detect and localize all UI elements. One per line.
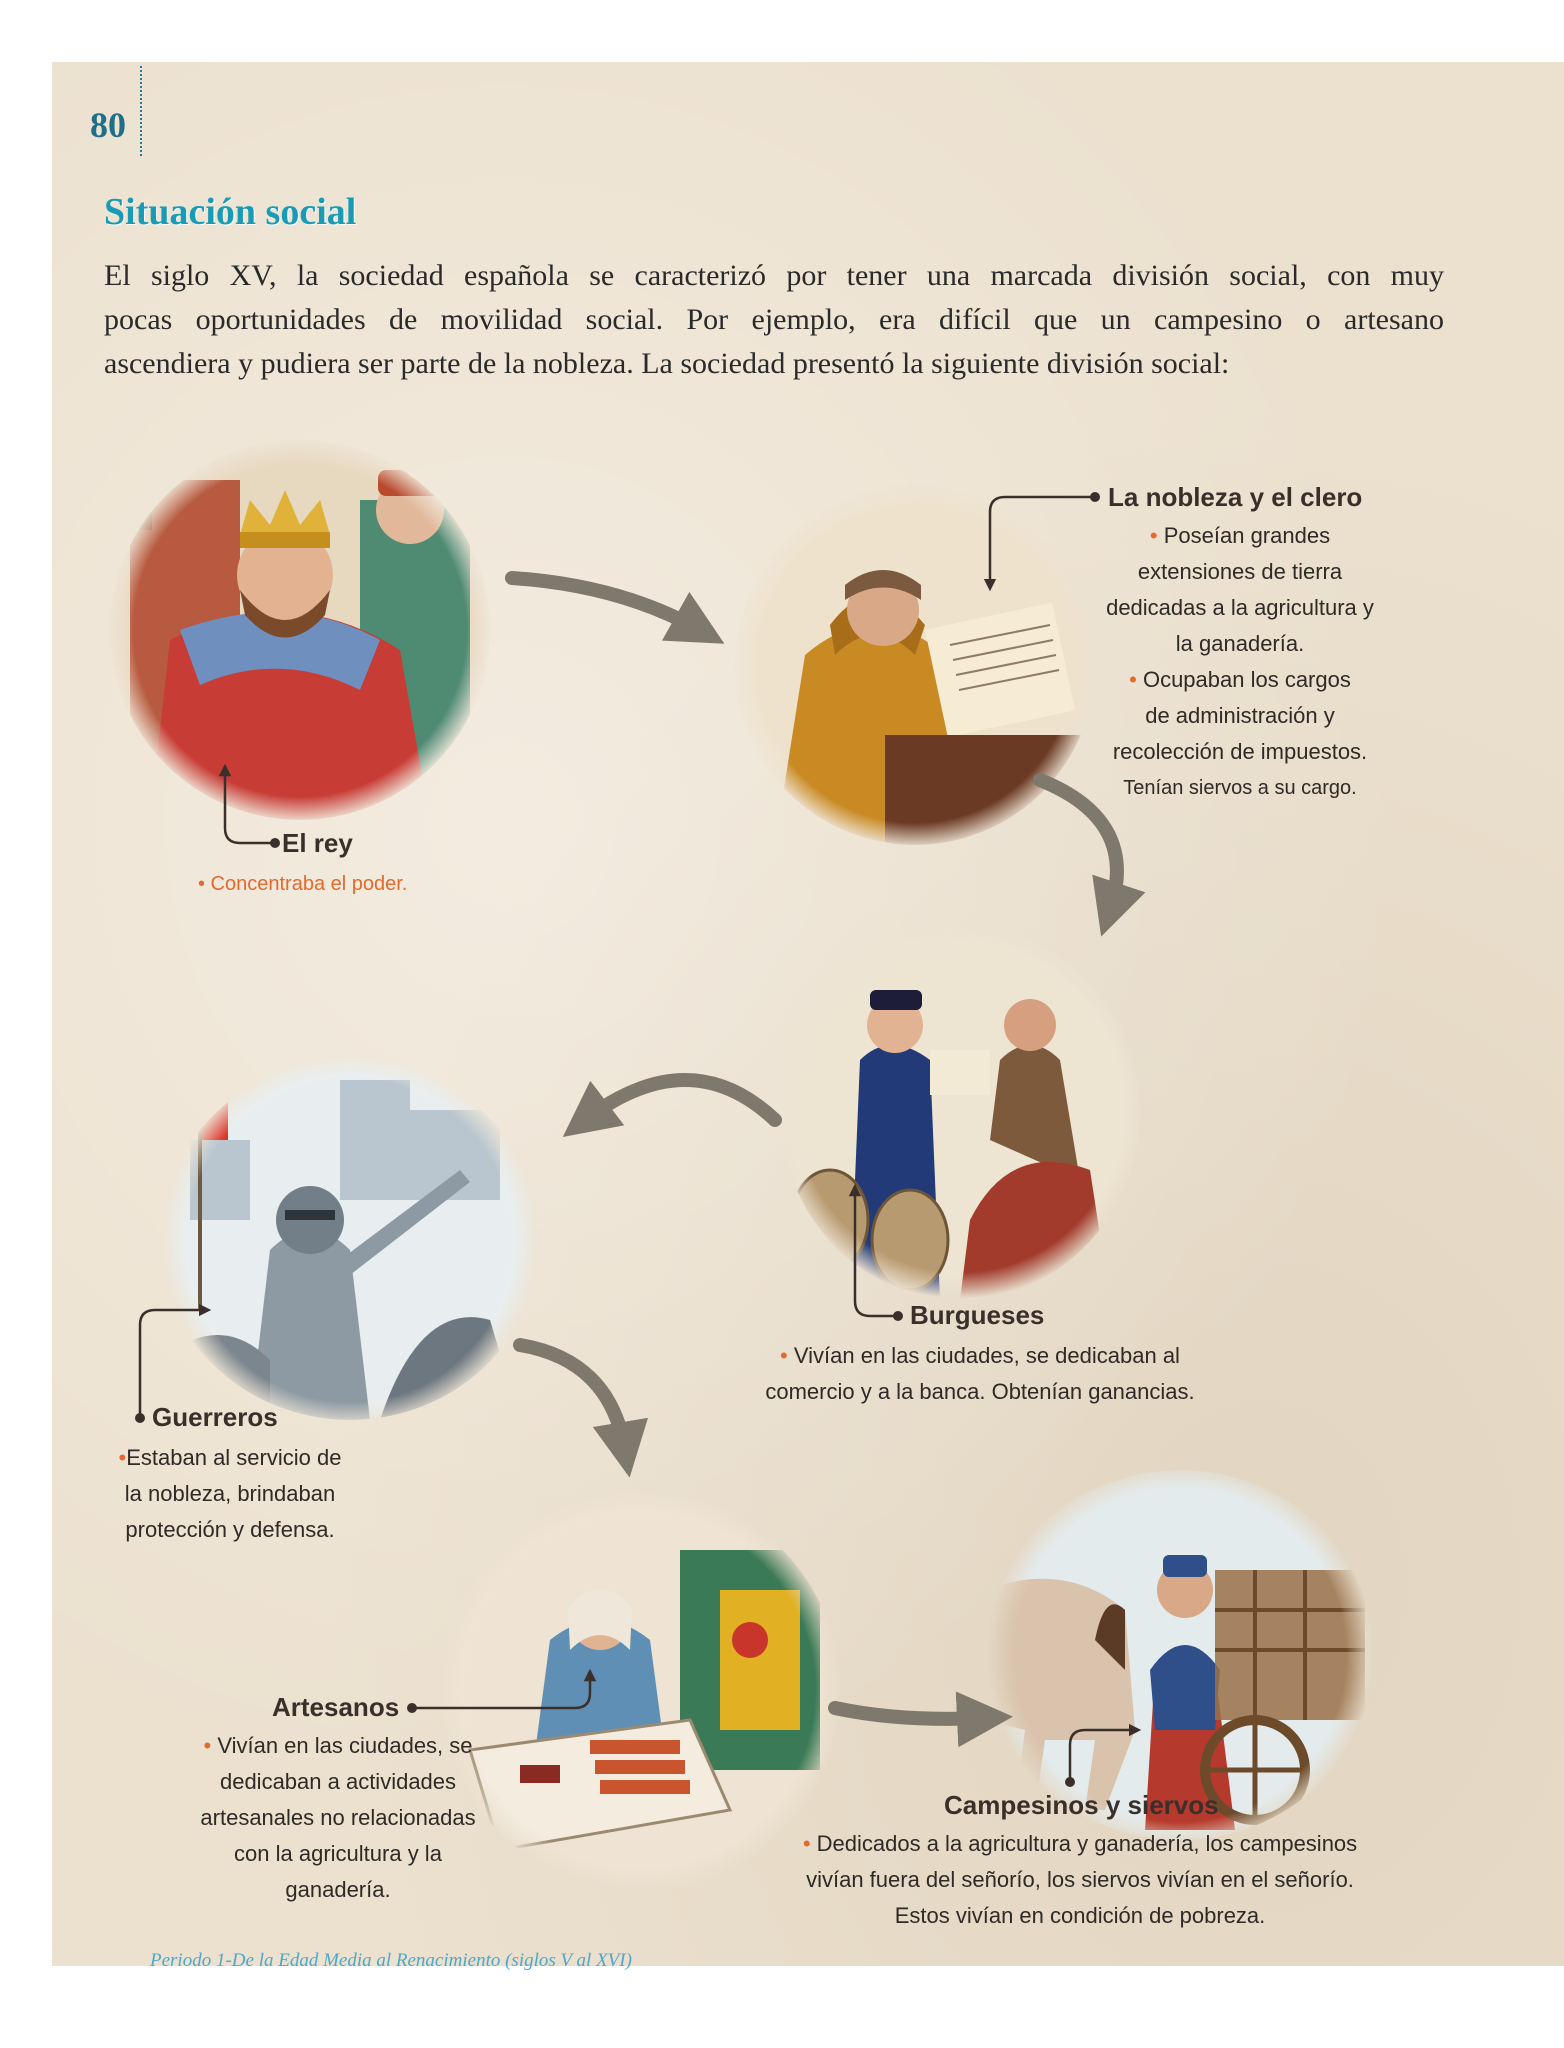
label-nobleza-desc: • Poseían grandes extensiones de tierra dedicadas a la agricultura y la ganadería. • Ocupaban los cargos de administración y recolección de impuestos. Tenían siervos a su cargo. <box>1106 523 1374 799</box>
intro-line: pocas oportunidades de movilidad social. Por ejemplo, era difícil que un campesino o artesano <box>104 303 1444 336</box>
label-burgueses-title: Burgueses <box>910 1300 1045 1330</box>
label-artesanos-desc: • Vivían en las ciudades, se dedicaban a actividades artesanales no relacionadas con la agricultura y la ganadería. <box>200 1733 476 1902</box>
bullet-icon: • <box>780 1343 788 1368</box>
peasants-illustration <box>985 1470 1375 1840</box>
king-illustration <box>110 440 490 820</box>
clergy-illustration <box>735 485 1095 845</box>
page-number-rule <box>140 66 142 156</box>
label-guerreros-title: Guerreros <box>152 1402 278 1432</box>
bullet-icon: • <box>203 1733 212 1758</box>
label-nobleza-title: La nobleza y el clero <box>1108 482 1363 512</box>
bullet-icon: • <box>1129 667 1137 692</box>
label-campesinos-desc: • Dedicados a la agricultura y ganadería, los campesinos vivían fuera del señorío, los siervos vivían en el señorío. Estos vivían en condición de pobreza. <box>802 1831 1358 1928</box>
bullet-icon: • <box>1149 523 1158 548</box>
label-rey-title: El rey <box>282 828 353 858</box>
label-guerreros-desc: •Estaban al servicio de la nobleza, brindaban protección y defensa. <box>118 1445 342 1542</box>
footer-period: Periodo 1-De la Edad Media al Renacimiento (siglos V al XVI) <box>150 1950 632 1971</box>
label-artesanos-title: Artesanos <box>272 1692 400 1722</box>
intro-paragraph <box>104 254 1444 386</box>
intro-line: El siglo XV, la sociedad española se caracterizó por tener una marcada división social, con muy <box>104 259 1444 292</box>
warriors-illustration <box>160 1060 540 1420</box>
label-rey-desc: • Concentraba el poder. <box>198 873 408 895</box>
section-title: Situación social <box>104 191 357 233</box>
burghers-illustration <box>780 920 1140 1300</box>
label-campesinos-title: Campesinos y siervos <box>944 1790 1219 1820</box>
label-burgueses-desc: • Vivían en las ciudades, se dedicaban al comercio y a la banca. Obtenían ganancias. <box>765 1343 1195 1404</box>
page-number: 80 <box>90 105 126 145</box>
intro-line: ascendiera y pudiera ser parte de la nobleza. La sociedad presentó la siguiente división social: <box>104 347 1230 380</box>
bullet-icon: • <box>802 1831 811 1856</box>
bullet-icon: • <box>118 1445 127 1470</box>
